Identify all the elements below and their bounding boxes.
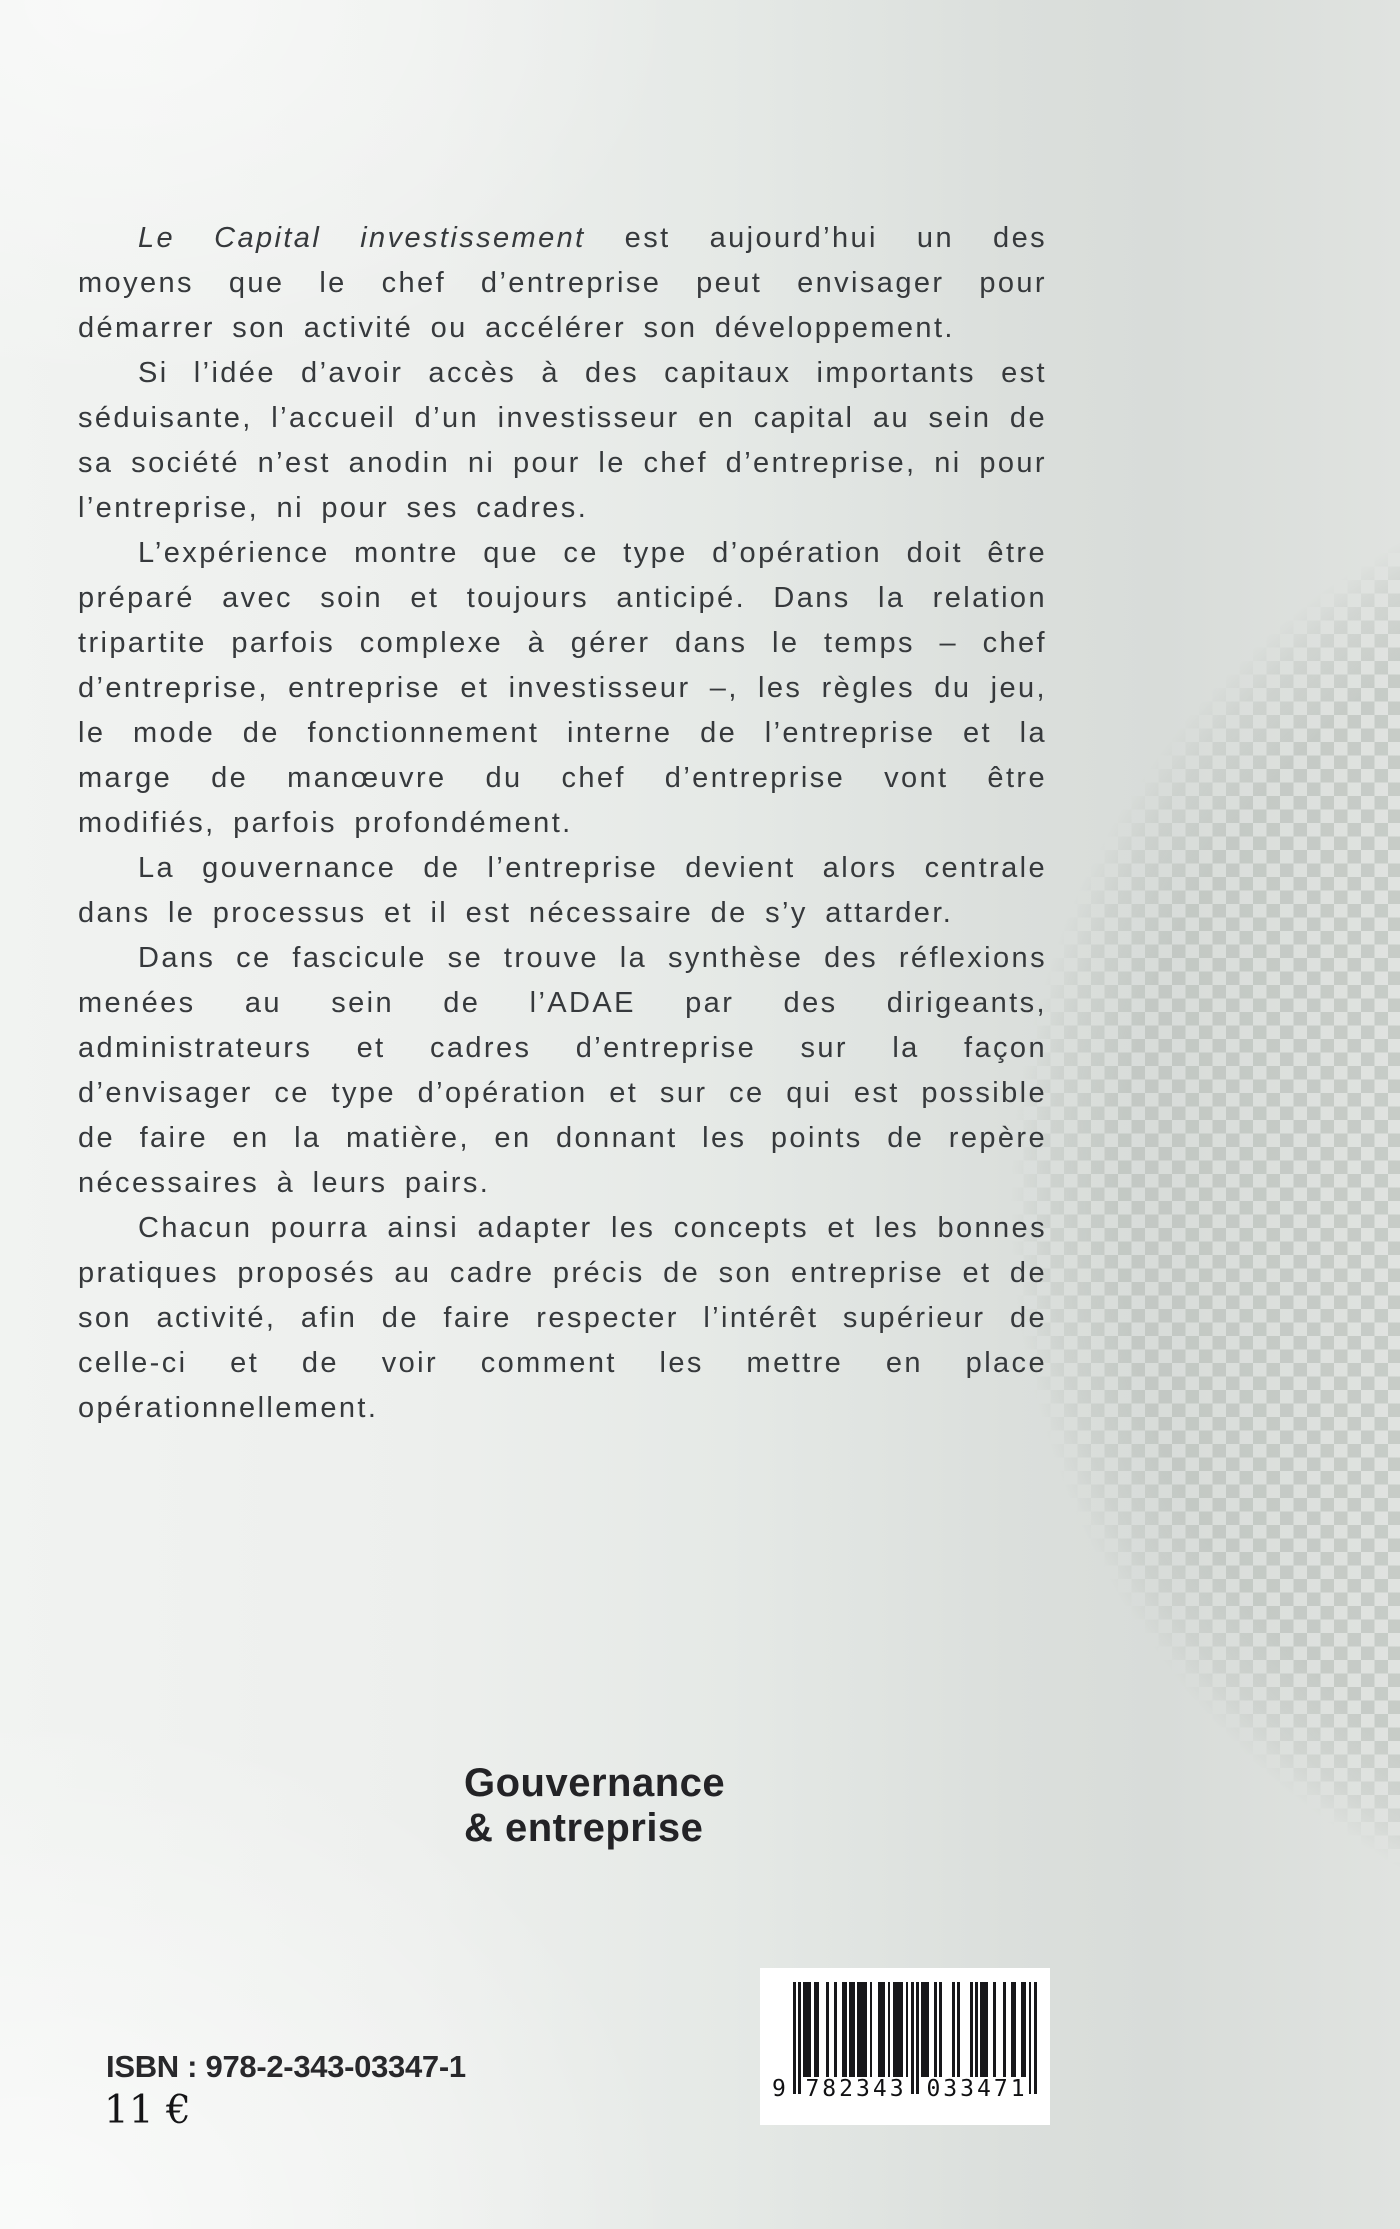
barcode-bar — [803, 1982, 811, 2077]
price-label: 11 € — [104, 2088, 191, 2133]
barcode-bar — [893, 1982, 903, 2077]
barcode-bar — [878, 1982, 886, 2077]
collection-logo — [464, 1761, 725, 1851]
blurb-paragraph-4: La gouvernance de l’entreprise devient alors centrale dans le processus et il est nécessaire de s’y attarder. — [78, 852, 1047, 929]
blurb-text: est aujourd’hui un des moyens que le chef d’entreprise peut envisager pour démarrer son activité ou accélérer son développement. — [78, 222, 1047, 344]
isbn-label: ISBN : 978-2-343-03347-1 — [106, 2049, 466, 2084]
barcode-space — [819, 1982, 827, 2077]
blurb-paragraph-6: Chacun pourra ainsi adapter les concepts et les bonnes pratiques proposés au cadre précis de son entreprise et de son activité, afin de faire respecter l’intérêt supérieur de celle-ci et de voir comment les mettre en place opérationnellement. — [78, 1212, 1047, 1424]
barcode — [760, 1968, 1050, 2125]
barcode-space — [960, 1982, 970, 2077]
book-title-italic: Le Capital investissement — [138, 222, 586, 254]
barcode-bar — [857, 1982, 867, 2077]
barcode-space — [942, 1982, 952, 2077]
collection-logo-line1: Gouvernance — [464, 1761, 726, 1805]
barcode-bar — [921, 1982, 929, 2077]
barcode-bar — [980, 1982, 988, 2077]
blurb-paragraph-5: Dans ce fascicule se trouve la synthèse des réflexions menées au sein de l’ADAE par des dirigeants, administrateurs et cadres d’entreprise sur la façon d’envisager ce type d’opération et sur ce qui est possible de faire en la matière, en donnant les points de repère nécessaires à leurs pairs. — [78, 942, 1047, 1199]
barcode-digits — [760, 2076, 1050, 2106]
barcode-digits-right: 033471 — [926, 2076, 1028, 2102]
barcode-digits-left: 782343 — [805, 2076, 907, 2102]
blurb-paragraph-3: L’expérience montre que ce type d’opération doit être préparé avec soin et toujours anticipé. Dans la relation tripartite parfois complexe à gérer dans le temps – chef d’entreprise, entreprise et investisseur –, les règles du jeu, le mode de fonctionnement interne de l’entreprise et la marge de manœuvre du chef d’entreprise vont être modifiés, parfois profondément. — [78, 537, 1047, 839]
barcode-space — [996, 1982, 1004, 2077]
blurb-paragraph-2: Si l’idée d’avoir accès à des capitaux importants est séduisante, l’accueil d’un investisseur en capital au sein de sa société n’est anodin ni pour le chef d’entreprise, ni pour l’entreprise, ni pour ses cadres. — [78, 357, 1047, 524]
collection-logo-line2: & entreprise — [464, 1806, 704, 1850]
halftone-pattern — [1010, 445, 1400, 1965]
back-cover-blurb — [78, 216, 1047, 1431]
barcode-digit-first: 9 — [772, 2076, 786, 2102]
blurb-paragraph-1 — [78, 216, 1047, 351]
